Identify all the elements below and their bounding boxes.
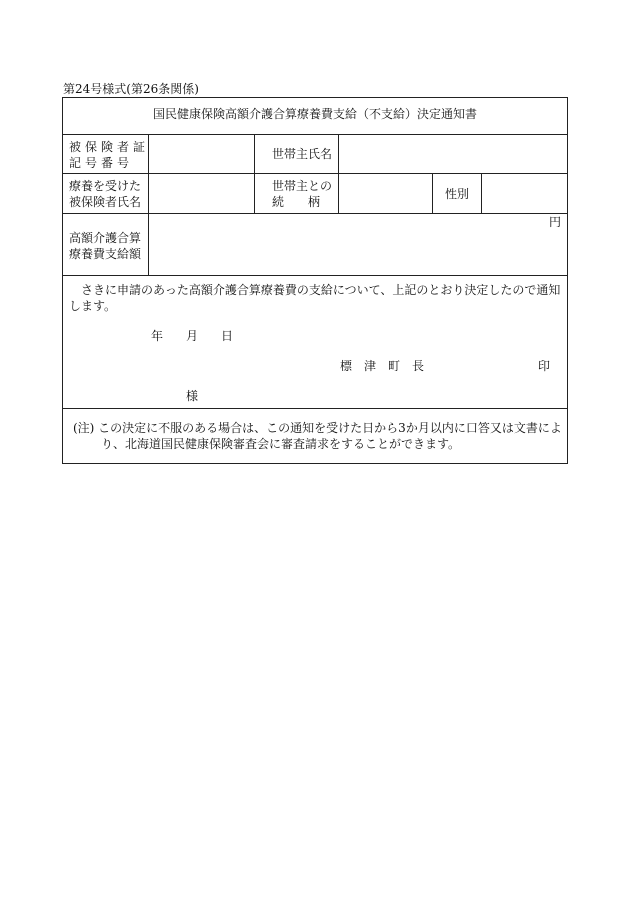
- issuer-name: 標 津 町 長: [340, 359, 425, 373]
- householder-name-label: 世帯主氏名: [272, 147, 333, 161]
- rule-row2-bottom: [63, 213, 567, 214]
- insured-cert-label-2: 記号番号: [69, 156, 134, 170]
- objection-note-line2: り、北海道国民健康保険審査会に審査請求をすることができます。: [101, 437, 461, 451]
- rule-row1-bottom: [63, 173, 567, 174]
- amount-label-1: 高額介護合算: [69, 231, 142, 245]
- form-number-label: 第24号様式(第26条関係): [63, 82, 199, 96]
- gender-label: 性別: [445, 187, 470, 201]
- rule-gender-left: [432, 173, 433, 213]
- amount-label-2: 療養費支給額: [69, 247, 142, 261]
- form-title: 国民健康保険高額介護合算療養費支給（不支給）決定通知書: [152, 107, 477, 121]
- objection-note-line1: (注) この決定に不服のある場合は、この通知を受けた日から3か月以内に口答又は文書によ: [73, 421, 562, 435]
- recipient-label-1: 療養を受けた: [69, 179, 142, 193]
- notice-text: さきに申請のあった高額介護合算療養費の支給について、上記のとおり決定したので通知します。: [69, 283, 561, 313]
- seal-mark: 印: [538, 359, 551, 373]
- insured-cert-label-1: 被保険者証: [69, 140, 150, 154]
- relation-label-2: 続 柄: [272, 195, 321, 209]
- rule-label-col: [148, 134, 149, 275]
- rule-mid-col2: [338, 134, 339, 213]
- recipient-label-2: 被保険者氏名: [69, 195, 142, 209]
- rule-notice-bottom: [63, 408, 567, 409]
- date-year: 年: [151, 329, 164, 343]
- relation-label-1: 世帯主との: [272, 179, 333, 193]
- rule-row3-bottom: [63, 275, 567, 276]
- date-day: 日: [221, 329, 234, 343]
- date-month: 月: [186, 329, 199, 343]
- addressee-suffix: 様: [186, 389, 199, 403]
- yen-unit: 円: [549, 215, 562, 229]
- notification-form: [62, 97, 568, 464]
- rule-gender-right: [481, 173, 482, 213]
- rule-title-bottom: [63, 134, 567, 135]
- rule-mid-col1: [254, 134, 255, 213]
